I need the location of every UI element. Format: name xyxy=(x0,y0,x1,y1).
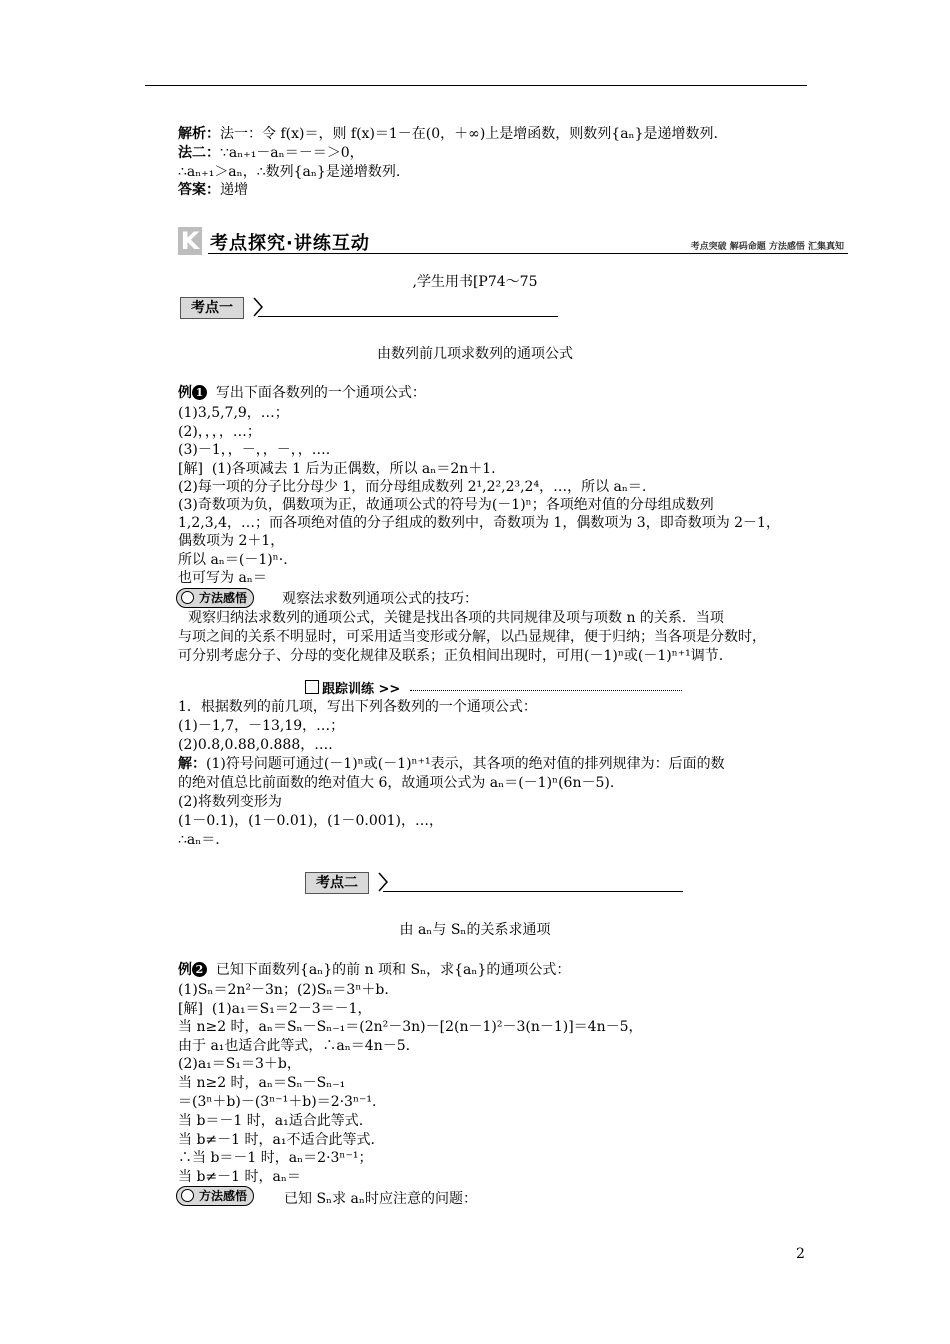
example-2-solution-9: ∴当 b＝－1 时，aₙ＝2·3ⁿ⁻¹； xyxy=(178,1150,373,1166)
example-1-solution-4: 1,2,3,4，…；而各项绝对值的分子组成的数列中，奇数项为 1，偶数项为 3，即奇数项为 2－1， xyxy=(178,515,780,531)
example-1-item-3: (3)－1，，－，，－，，…. xyxy=(178,442,331,458)
topic-2-heading: 由 aₙ与 Sₙ的关系求通项 xyxy=(399,922,551,938)
example-2-number: 2 xyxy=(192,962,207,977)
example-2-solution-5: 当 n≥2 时，aₙ＝Sₙ－Sₙ₋₁ xyxy=(178,1075,346,1091)
method-1-title: 观察法求数列通项公式的技巧： xyxy=(282,591,478,607)
lightbulb-icon xyxy=(181,591,194,604)
example-1-solution-7: 也可写为 aₙ＝ xyxy=(178,570,267,586)
example-1-solution-3: (3)奇数项为负，偶数项为正，故通项公式的符号为(－1)ⁿ；各项绝对值的分母组成数列 xyxy=(178,497,714,513)
topic-tag-2-rule xyxy=(383,891,683,892)
topic-tag-1 xyxy=(180,297,558,317)
lightbulb-icon xyxy=(181,1189,194,1202)
example-1-prompt-line xyxy=(178,384,426,403)
banner-rule xyxy=(208,253,848,254)
example-2-solution-4: (2)a₁＝S₁＝3＋b， xyxy=(178,1056,301,1072)
follow-solution-4: (1－0.1)，(1－0.01)，(1－0.001)，…， xyxy=(178,813,444,829)
answer-line xyxy=(178,181,248,200)
follow-solution-3: (2)将数列变形为 xyxy=(178,794,282,810)
topic-1-heading: 由数列前几项求数列的通项公式 xyxy=(377,346,573,362)
example-2-solution-10: 当 b≠－1 时，aₙ＝ xyxy=(178,1169,301,1185)
follow-solution-label: 解： xyxy=(178,756,206,772)
follow-solution-1 xyxy=(178,755,725,774)
example-2-label: 例 xyxy=(178,962,192,978)
follow-training-title: 跟踪训练 >> xyxy=(322,682,401,697)
student-book-ref: ,学生用书[P74～75 xyxy=(412,274,538,290)
follow-solution-5: ∴aₙ＝. xyxy=(178,832,220,848)
answer-value: 递增 xyxy=(220,182,248,198)
chevron-right-icon xyxy=(252,297,264,317)
example-1-number: 1 xyxy=(192,385,207,400)
method-badge-1-label: 方法感悟 xyxy=(199,591,248,605)
follow-question-1: 1．根据数列的前几项，写出下列各数列的一个通项公式： xyxy=(178,699,537,715)
chevron-right-icon xyxy=(377,872,389,892)
method-badge-2 xyxy=(176,1186,254,1206)
solution-line-3: ∴aₙ₊₁＞aₙ，∴数列{aₙ}是递增数列. xyxy=(178,164,401,180)
solution-label: 解析： xyxy=(178,126,220,142)
topic-tag-1-rule xyxy=(258,316,558,317)
solution-line-2 xyxy=(178,144,364,163)
follow-training-heading xyxy=(305,678,400,697)
follow-question-3: (2)0.8,0.88,0.888，…. xyxy=(178,737,333,753)
solution-text-1: 法一：令 f(x)＝，则 f(x)＝1－在(0，＋∞)上是增函数，则数列{aₙ}是递增数列. xyxy=(220,126,718,142)
example-1-solution-5: 偶数项为 2＋1， xyxy=(178,533,285,549)
example-1-label: 例 xyxy=(178,385,192,401)
section-banner xyxy=(178,227,848,257)
example-1-item-1: (1)3,5,7,9，…； xyxy=(178,405,289,421)
example-2-solution-label: [解] xyxy=(178,1001,203,1017)
example-2-items: (1)Sₙ＝2n²－3n；(2)Sₙ＝3ⁿ＋b. xyxy=(178,982,389,998)
example-2-solution-3: 由于 a₁也适合此等式，∴aₙ＝4n－5. xyxy=(178,1038,411,1054)
topic-tag-2 xyxy=(305,872,683,892)
method-1-line-1: 观察归纳法求数列的通项公式，关键是找出各项的共同规律及项与项数 n 的关系．当项 xyxy=(188,610,724,626)
example-2-prompt: 已知下面数列{aₙ}的前 n 项和 Sₙ，求{aₙ}的通项公式： xyxy=(215,962,571,978)
example-2-solution-7: 当 b＝－1 时，a₁适合此等式. xyxy=(178,1113,364,1129)
example-1-prompt: 写出下面各数列的一个通项公式： xyxy=(215,385,426,401)
answer-label: 答案： xyxy=(178,182,220,198)
method-badge-2-label: 方法感悟 xyxy=(199,1189,248,1203)
example-1-solution-label: [解] xyxy=(178,461,203,477)
page-number: 2 xyxy=(796,1246,805,1262)
method-two-label: 法二： xyxy=(178,145,220,161)
topic-tag-2-label: 考点二 xyxy=(305,872,369,894)
solution-line-1 xyxy=(178,125,718,144)
example-1-item-2: (2)，，，，…； xyxy=(178,424,261,440)
pencil-icon xyxy=(305,680,319,694)
method-1-line-3: 可分别考虑分子、分母的变化规律及联系；正负相间出现时，可用(－1)ⁿ或(－1)ⁿ⁺¹调节. xyxy=(178,648,724,664)
example-1-solution-text-1: (1)各项减去 1 后为正偶数，所以 aₙ＝2n＋1. xyxy=(211,461,496,477)
method-2-title: 已知 Sₙ求 aₙ时应注意的问题： xyxy=(284,1191,477,1207)
example-2-solution-1 xyxy=(178,1000,372,1019)
method-badge-1 xyxy=(176,588,254,608)
example-2-solution-8: 当 b≠－1 时，a₁不适合此等式. xyxy=(178,1132,375,1148)
method-1-line-2: 与项之间的关系不明显时，可采用适当变形或分解，以凸显规律，便于归纳；当各项是分数时， xyxy=(178,629,766,645)
example-2-prompt-line xyxy=(178,961,570,980)
solution-text-2: ∵aₙ₊₁－aₙ＝－＝＞0， xyxy=(220,145,364,161)
follow-dotted-rule xyxy=(410,690,682,691)
example-2-solution-text-1: (1)a₁＝S₁＝2－3＝－1， xyxy=(211,1001,372,1017)
banner-k-icon: K xyxy=(178,227,202,255)
header-rule xyxy=(145,85,807,86)
example-2-solution-6: ＝(3ⁿ＋b)－(3ⁿ⁻¹＋b)＝2·3ⁿ⁻¹. xyxy=(178,1094,377,1110)
example-2-solution-2: 当 n≥2 时，aₙ＝Sₙ－Sₙ₋₁＝(2n²－3n)－[2(n－1)²－3(n－1)]＝4n－5， xyxy=(178,1019,643,1035)
banner-title: 考点探究·讲练互动 xyxy=(210,233,370,254)
follow-question-2: (1)－1,7，－13,19，…； xyxy=(178,718,345,734)
follow-solution-2: 的绝对值总比前面数的绝对值大 6，故通项公式为 aₙ＝(－1)ⁿ(6n－5). xyxy=(178,775,615,791)
topic-tag-1-label: 考点一 xyxy=(180,297,244,319)
follow-solution-text-1: (1)符号问题可通过(－1)ⁿ或(－1)ⁿ⁺¹表示，其各项的绝对值的排列规律为：后面的数 xyxy=(206,756,725,772)
example-1-solution-1 xyxy=(178,460,496,479)
banner-subtitle: 考点突破 解码命题 方法感悟 汇集真知 xyxy=(690,242,844,252)
example-1-solution-6: 所以 aₙ＝(－1)ⁿ·. xyxy=(178,552,288,568)
example-1-solution-2: (2)每一项的分子比分母少 1，而分母组成数列 2¹,2²,2³,2⁴，…，所以 aₙ＝. xyxy=(178,479,647,495)
